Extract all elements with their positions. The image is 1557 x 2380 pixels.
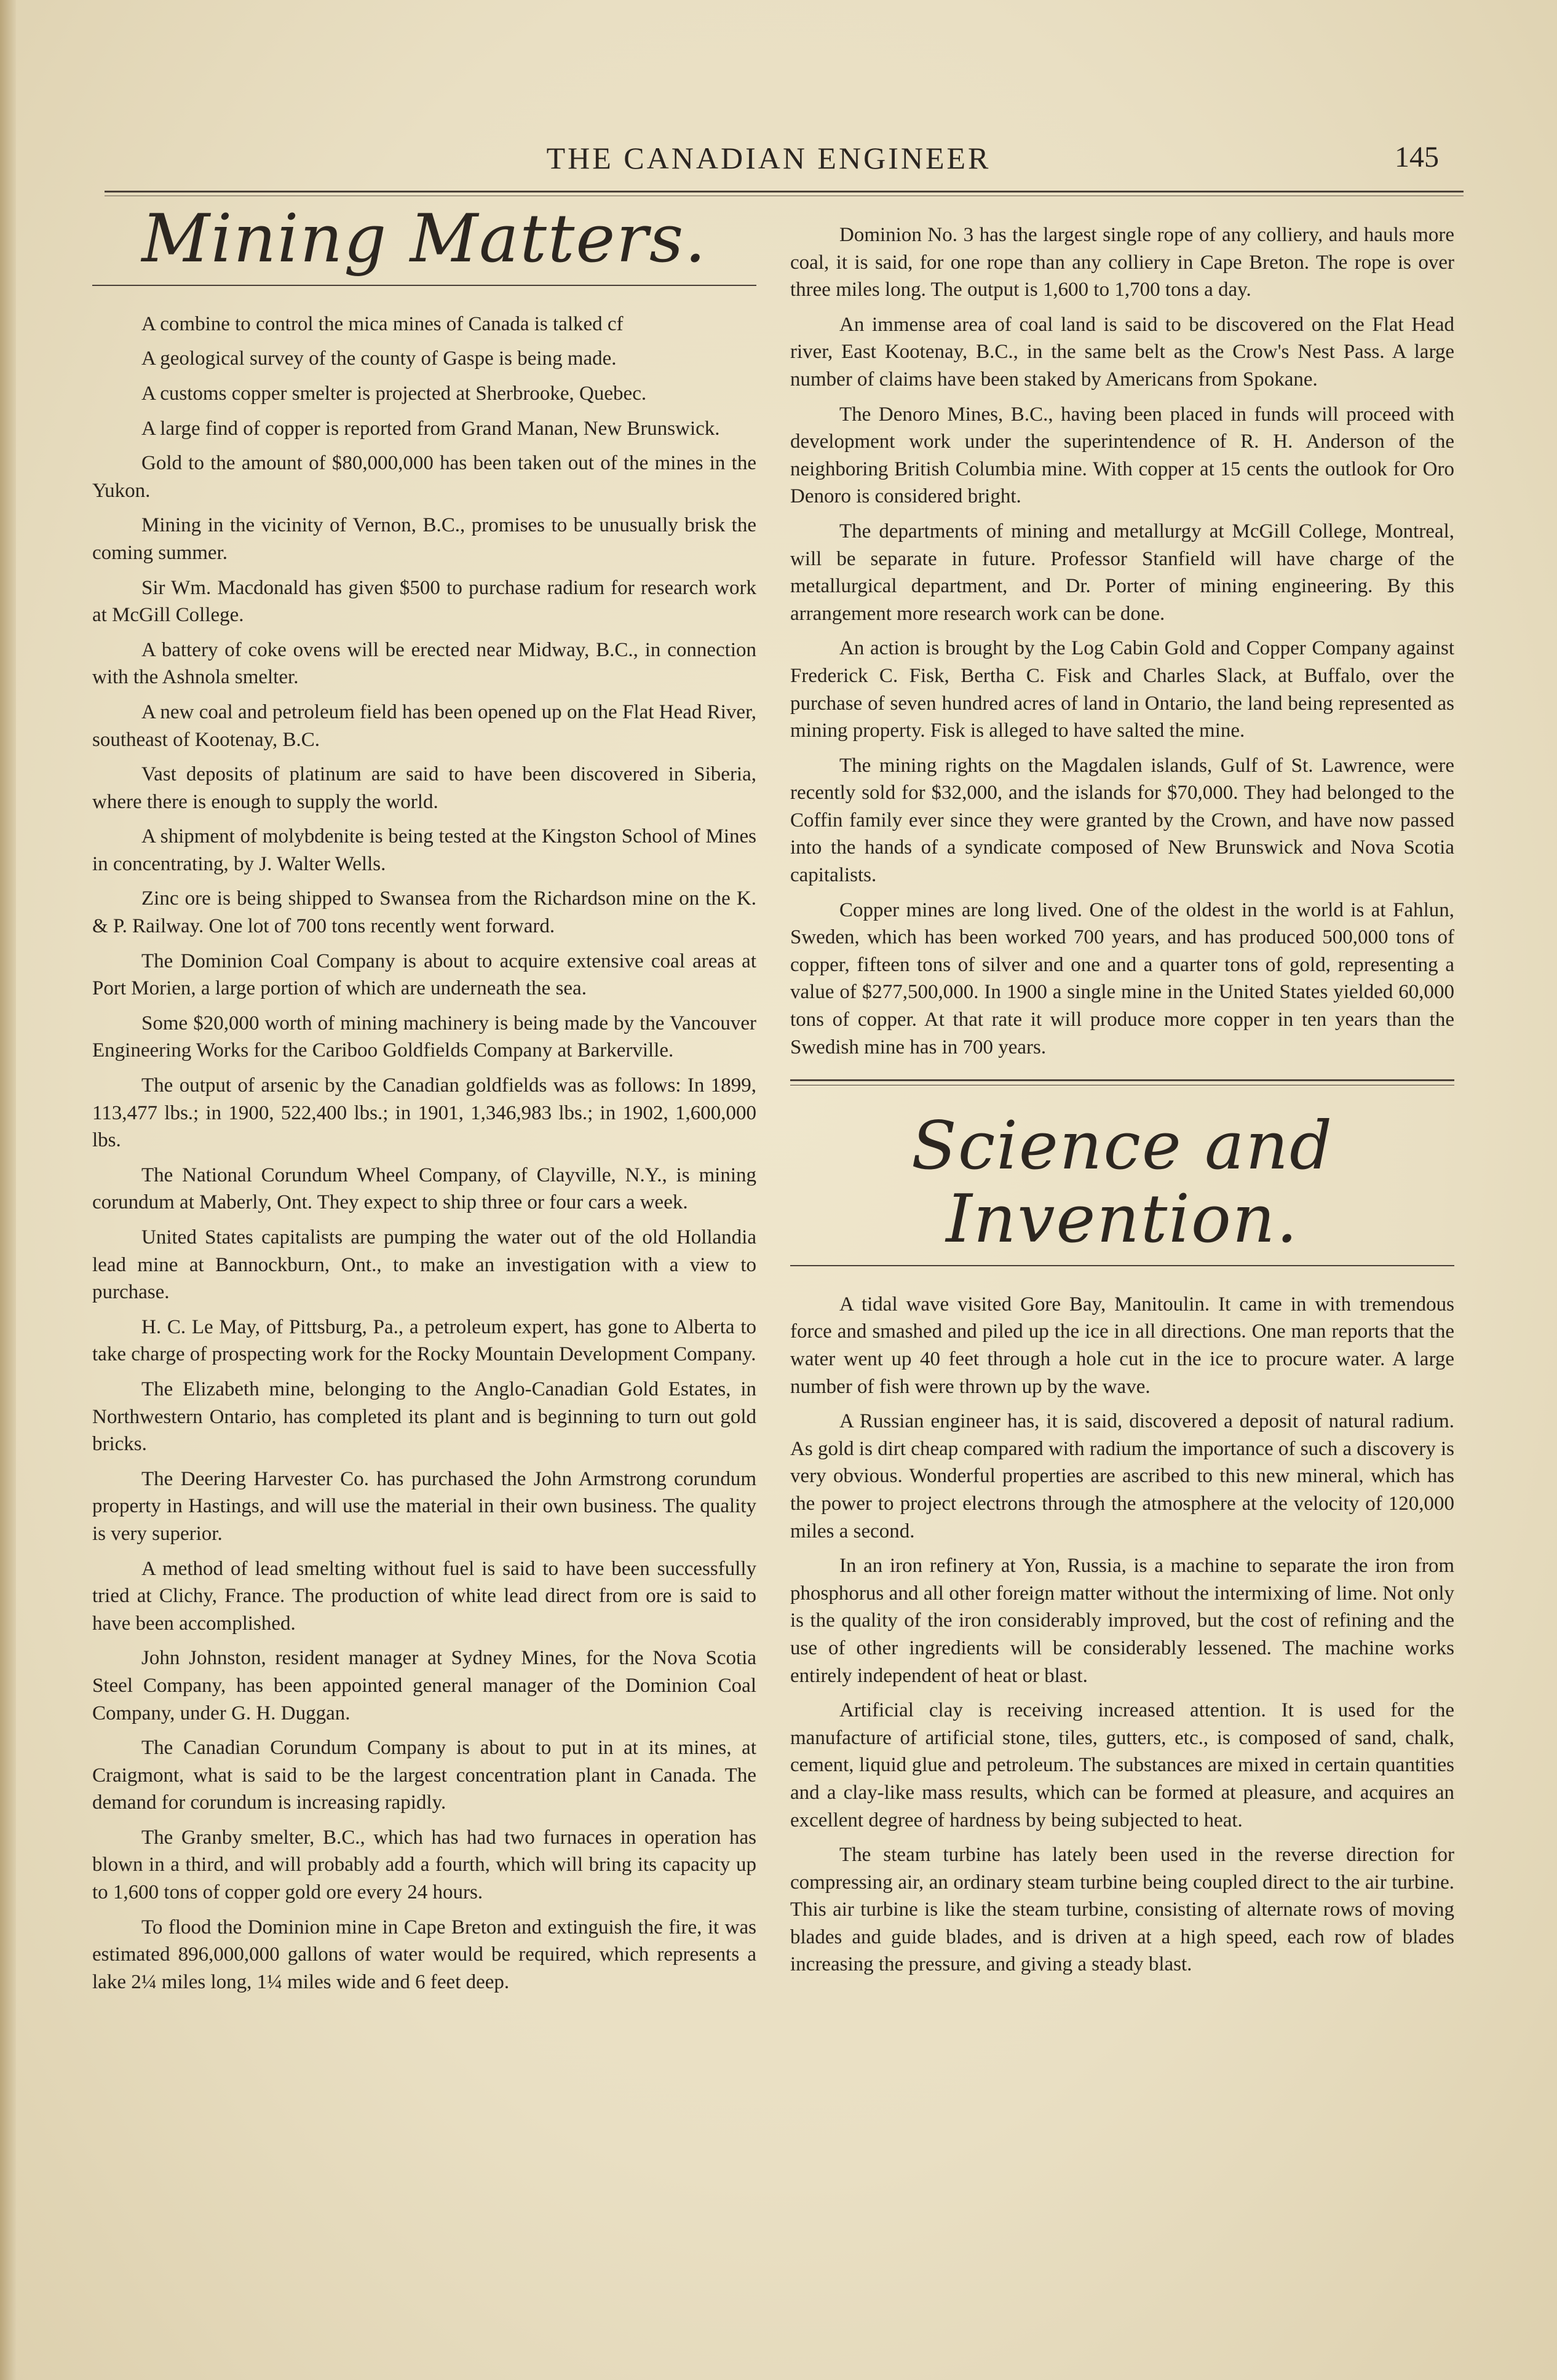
- paragraph: The Deering Harvester Co. has purchased the John Armstrong corundum property in Hastings, and will use the material in their own business. The quality is very superior.: [92, 1467, 756, 1545]
- paragraph: A large find of copper is reported from Grand Manan, New Brunswick.: [141, 417, 720, 440]
- paragraph: Zinc ore is being shipped to Swansea from the Richardson mine on the K. & P. Railway. One lot of 700 tons recently went forward.: [92, 887, 756, 938]
- paragraph: Artificial clay is receiving increased attention. It is used for the manufacture of artificial stone, tiles, gutters, etc., is composed of sand, chalk, cement, liquid glue and petroleum. The substances are mixed in certain quantities and a clay-like mass results, which can be formed at pleasure, and acquires an excellent degree of hardness by being subjected to heat.: [790, 1699, 1454, 1831]
- mining-right-paragraphs: [790, 221, 1454, 1061]
- paragraph: Copper mines are long lived. One of the oldest in the world is at Fahlun, Sweden, which has been worked 700 years, and has produced 500,000 tons of copper, fifteen tons of silver and one and a quarter tons of gold, representing a value of $277,500,000. In 1900 a single mine in the United States yielded 60,000 tons of copper. At that rate it will produce more copper in ten years than the Swedish mine has in 700 years.: [790, 898, 1454, 1058]
- paragraph: The Dominion Coal Company is about to acquire extensive coal areas at Port Morien, a large portion of which are underneath the sea.: [92, 950, 756, 1000]
- paragraph: A customs copper smelter is projected at Sherbrooke, Quebec.: [141, 382, 647, 405]
- paragraph: The departments of mining and metallurgy at McGill College, Montreal, will be separate in future. Professor Stanfield will have charge of the metallurgical department, and Dr. Porter of mining engineering. By this arrangement more research work can be done.: [790, 520, 1454, 625]
- mining-left-paragraphs: [92, 311, 756, 1996]
- paragraph: The steam turbine has lately been used in the reverse direction for compressing air, an ordinary steam turbine being coupled direct to the air turbine. This air turbine is like the steam turbine, consisting of alternate rows of moving blades and guide blades, and is driven at a high speed, each row of blades increasing the pressure, and giving a steady blast.: [790, 1844, 1454, 1976]
- paragraph: H. C. Le May, of Pittsburg, Pa., a petroleum expert, has gone to Alberta to take charge of prospecting work for the Rocky Mountain Development Company.: [92, 1315, 756, 1366]
- paragraph: The Granby smelter, B.C., which has had two furnaces in operation has blown in a third, and will probably add a fourth, which will bring its capacity up to 1,600 tons of copper gold ore every 24 hours.: [92, 1826, 756, 1904]
- paragraph: Dominion No. 3 has the largest single rope of any colliery, and hauls more coal, it is said, for one rope than any colliery in Cape Breton. The rope is over three miles long. The output is 1,600 to 1,700 tons a day.: [790, 224, 1454, 301]
- paragraph: An immense area of coal land is said to be discovered on the Flat Head river, East Kootenay, B.C., in the same belt as the Crow's Nest Pass. A large number of claims have been staked by Americans from Spokane.: [790, 313, 1454, 391]
- paragraph: The Canadian Corundum Company is about to put in at its mines, at Craigmont, what is said to be the largest concentration plant in Canada. The demand for corundum is increasing rapidly.: [92, 1737, 756, 1814]
- paragraph: A battery of coke ovens will be erected near Midway, B.C., in connection with the Ashnola smelter.: [92, 638, 756, 689]
- paragraph: The mining rights on the Magdalen islands, Gulf of St. Lawrence, were recently sold for $32,000, and the islands for $70,000. They had belonged to the Coffin family ever since they were granted by the Crown, and have now passed into the hands of a syndicate composed of New Brunswick and Nova Scotia capitalists.: [790, 754, 1454, 887]
- science-title-rule: [790, 1265, 1454, 1266]
- paragraph: A shipment of molybdenite is being tested at the Kingston School of Mines in concentrating, by J. Walter Wells.: [92, 825, 756, 875]
- paragraph: The Elizabeth mine, belonging to the Anglo-Canadian Gold Estates, in Northwestern Ontario, has completed its plant and is beginning to turn out gold bricks.: [92, 1378, 756, 1456]
- paragraph: A combine to control the mica mines of Canada is talked cf: [141, 312, 624, 335]
- section-divider: [790, 1079, 1454, 1081]
- running-title: THE CANADIAN ENGINEER: [546, 141, 991, 175]
- science-invention-title: Science and Invention.: [911, 1108, 1334, 1258]
- paragraph: John Johnston, resident manager at Sydney Mines, for the Nova Scotia Steel Company, has been appointed general manager of the Dominion Coal Company, under G. H. Duggan.: [92, 1647, 756, 1724]
- paragraph: Some $20,000 worth of mining machinery is being made by the Vancouver Engineering Works for the Cariboo Goldfields Company at Barkerville.: [92, 1012, 756, 1062]
- paragraph: An action is brought by the Log Cabin Gold and Copper Company against Frederick C. Fisk, Bertha C. Fisk and Charles Slack, at Buffalo, over the purchase of seven hundred acres of land in Ontario, the land being represented as mining property. Fisk is alleged to have salted the mine.: [790, 637, 1454, 742]
- running-header: [105, 140, 1464, 183]
- right-column: [790, 221, 1454, 1986]
- paragraph: A new coal and petroleum field has been opened up on the Flat Head River, southeast of Kootenay, B.C.: [92, 700, 756, 751]
- science-paragraphs: [790, 1291, 1454, 1978]
- paragraph: Gold to the amount of $80,000,000 has been taken out of the mines in the Yukon.: [92, 452, 756, 502]
- mining-matters-title: Mining Matters.: [141, 200, 707, 277]
- paragraph: To flood the Dominion mine in Cape Breton and extinguish the fire, it was estimated 896,000,000 gallons of water would be required, which represents a lake 2¼ miles long, 1¼ miles wide and 6 feet deep.: [92, 1916, 756, 1993]
- paragraph: The output of arsenic by the Canadian goldfields was as follows: In 1899, 113,477 lbs.; in 1900, 522,400 lbs.; in 1901, 1,346,983 lbs.; in 1902, 1,600,000 lbs.: [92, 1074, 756, 1152]
- mining-title-rule: [92, 285, 756, 286]
- paragraph: In an iron refinery at Yon, Russia, is a machine to separate the iron from phosphorus and all other foreign matter without the intermixing of lime. Not only is the quality of the iron considerably improved, but the cost of refining and the use of other ingredients will be considerably lessened. The machine works entirely independent of heat or blast.: [790, 1555, 1454, 1687]
- paragraph: A tidal wave visited Gore Bay, Manitoulin. It came in with tremendous force and smashed and piled up the ice in all directions. One man reports that the water went up 40 feet through a hole cut in the ice to procure water. A large number of fish were thrown up by the wave.: [790, 1293, 1454, 1398]
- paragraph: Vast deposits of platinum are said to have been discovered in Siberia, where there is enough to supply the world.: [92, 763, 756, 813]
- paragraph: United States capitalists are pumping the water out of the old Hollandia lead mine at Bannockburn, Ont., to make an investigation with a view to purchase.: [92, 1226, 756, 1304]
- paragraph: A geological survey of the county of Gaspe is being made.: [141, 347, 617, 370]
- paragraph: A method of lead smelting without fuel is said to have been successfully tried at Clichy, France. The production of white lead direct from ore is said to have been accomplished.: [92, 1557, 756, 1635]
- page-number: 145: [1395, 141, 1439, 173]
- header-rule: [105, 191, 1464, 192]
- paragraph: A Russian engineer has, it is said, discovered a deposit of natural radium. As gold is dirt cheap compared with radium the importance of such a discovery is very obvious. Wonderful properties are ascribed to this new mineral, which has the power to project electrons through the atmosphere at the velocity of 120,000 miles a second.: [790, 1410, 1454, 1542]
- paragraph: The Denoro Mines, B.C., having been placed in funds will proceed with development work under the superintendence of R. H. Anderson of the neighboring British Columbia mine. With copper at 15 cents the outlook for Oro Denoro is considered bright.: [790, 403, 1454, 508]
- paragraph: Mining in the vicinity of Vernon, B.C., promises to be unusually brisk the coming summer.: [92, 514, 756, 564]
- paragraph: The National Corundum Wheel Company, of Clayville, N.Y., is mining corundum at Maberly, Ont. They expect to ship three or four cars a week.: [92, 1164, 756, 1214]
- paragraph: Sir Wm. Macdonald has given $500 to purchase radium for research work at McGill College.: [92, 576, 756, 627]
- page-edge-shadow: [0, 0, 16, 2380]
- left-column: [92, 200, 756, 2003]
